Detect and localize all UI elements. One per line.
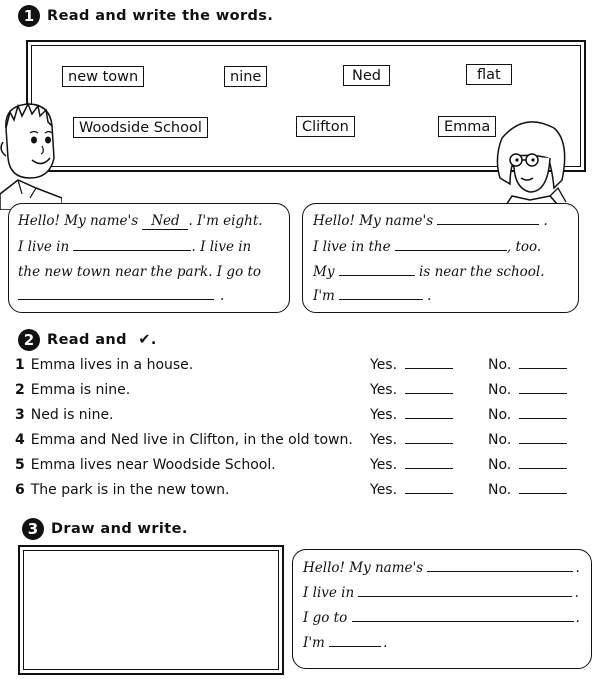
no-blank-5[interactable] — [519, 457, 567, 469]
yes-blank-3[interactable] — [405, 407, 453, 419]
yes-blank-6[interactable] — [405, 482, 453, 494]
bubble-ned-line-4: . — [18, 288, 224, 304]
bubble-self-line-3: I go to . — [303, 610, 580, 626]
list-item: 6 The park is in the new town. — [15, 482, 230, 498]
exercise-3-number: 3 — [22, 518, 44, 540]
blank-ned-school[interactable] — [18, 288, 214, 300]
blank-emma-place[interactable] — [395, 239, 507, 251]
boy-illustration — [0, 98, 62, 210]
bubble-emma-line-3: My is near the school. — [313, 264, 545, 280]
bubble-ned-line-3: the new town near the park. I go to — [18, 264, 262, 280]
exercise-3-heading: Draw and write. — [51, 521, 188, 537]
yes-blank-1[interactable] — [405, 357, 453, 369]
bubble-emma-line-1: Hello! My name's . — [313, 213, 548, 229]
speech-bubble-self — [292, 549, 592, 669]
list-item: 4 Emma and Ned live in Clifton, in the old town. — [15, 432, 353, 448]
no-blank-2[interactable] — [519, 382, 567, 394]
blank-self-school[interactable] — [352, 610, 574, 622]
exercise-2-number: 2 — [18, 329, 40, 351]
blank-emma-home[interactable] — [339, 264, 415, 276]
yes-blank-4[interactable] — [405, 432, 453, 444]
bubble-emma-line-2: I live in the , too. — [313, 239, 542, 255]
yes-blank-5[interactable] — [405, 457, 453, 469]
bubble-self-line-1: Hello! My name's . — [303, 560, 580, 576]
blank-self-home[interactable] — [358, 585, 572, 597]
speech-bubble-ned — [8, 203, 290, 313]
blank-ned-home[interactable] — [73, 239, 191, 251]
yes-blank-2[interactable] — [405, 382, 453, 394]
list-item: 1 Emma lives in a house. — [15, 357, 194, 373]
blank-self-age[interactable] — [329, 635, 381, 647]
bubble-ned-line-1: Hello! My name's Ned . I'm eight. — [18, 213, 263, 229]
word-clifton: Clifton — [296, 116, 355, 137]
exercise-1-number: 1 — [18, 5, 40, 27]
exercise-1-heading: Read and write the words. — [47, 8, 274, 24]
bubble-self-line-4: I'm . — [303, 635, 388, 651]
exercise-2-heading: Read and ✔. — [47, 332, 157, 348]
drawing-area[interactable] — [18, 545, 284, 675]
blank-self-name[interactable] — [427, 560, 573, 572]
check-mark-icon: ✔. — [138, 332, 157, 348]
no-blank-4[interactable] — [519, 432, 567, 444]
no-blank-1[interactable] — [519, 357, 567, 369]
bubble-self-line-2: I live in . — [303, 585, 579, 601]
word-emma: Emma — [438, 116, 496, 137]
blank-emma-age[interactable] — [339, 288, 423, 300]
bubble-ned-line-2: I live in . I live in — [18, 239, 252, 255]
word-nine: nine — [224, 66, 267, 87]
blank-emma-name[interactable] — [437, 213, 539, 225]
word-flat: flat — [466, 64, 512, 85]
no-blank-6[interactable] — [519, 482, 567, 494]
word-ned: Ned — [343, 65, 390, 86]
list-item: 3 Ned is nine. — [15, 407, 114, 423]
no-blank-3[interactable] — [519, 407, 567, 419]
word-new-town: new town — [62, 66, 144, 87]
list-item: 5 Emma lives near Woodside School. — [15, 457, 276, 473]
girl-illustration — [494, 118, 574, 214]
list-item: 2 Emma is nine. — [15, 382, 131, 398]
speech-bubble-emma — [302, 203, 579, 313]
bubble-emma-line-4: I'm . — [313, 288, 432, 304]
word-woodside-school: Woodside School — [73, 117, 208, 138]
filled-answer-ned: Ned — [142, 213, 188, 230]
